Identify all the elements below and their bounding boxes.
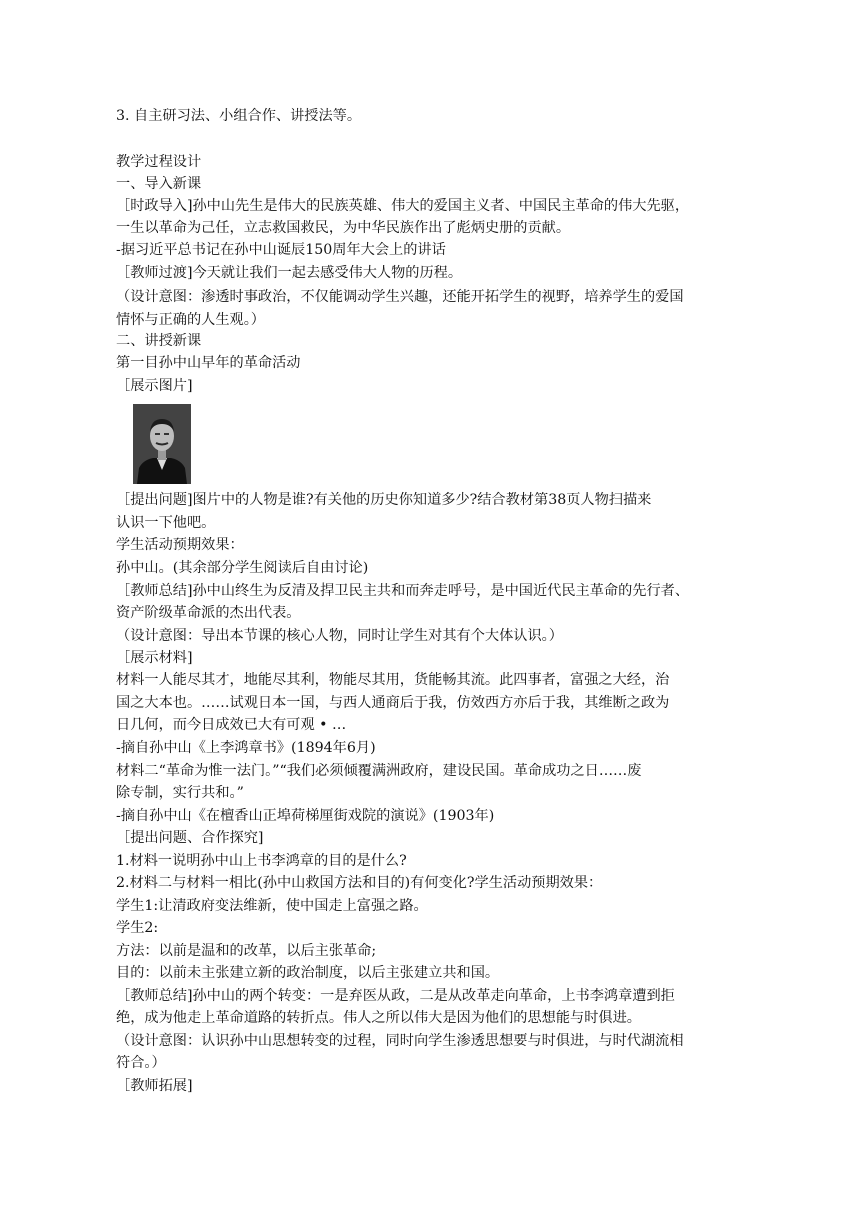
portrait-photo	[133, 404, 191, 484]
paragraph-line: 学生1:让清政府变法维新，使中国走上富强之路。	[116, 898, 428, 914]
subsection-heading: 一、导入新课	[116, 176, 202, 192]
question-line: 1.材料一说明孙中山上书李鸿章的目的是什么?	[116, 853, 407, 869]
paragraph-line: ［教师总结]孙中山终生为反清及捍卫民主共和而奔走呼号，是中国近代民主革命的先行者、	[116, 583, 690, 599]
paragraph-line: 符合。）	[116, 1055, 166, 1071]
citation-line: -据习近平总书记在孙中山诞辰150周年大会上的讲话	[116, 242, 446, 258]
paragraph-line: ［展示图片]	[116, 378, 193, 394]
paragraph-line: 资产阶级革命派的杰出代表。	[116, 605, 301, 621]
paragraph-line: （设计意图：渗透时事政治，不仅能调动学生兴趣，还能开拓学生的视野，培养学生的爱国	[116, 289, 684, 305]
paragraph-line: （设计意图：导出本节课的核心人物，同时让学生对其有个大体认识。）	[116, 628, 563, 644]
paragraph-line: ［提出问题]图片中的人物是谁?有关他的历史你知道多少?结合教材第38页人物扫描来	[116, 492, 652, 508]
portrait-image	[133, 404, 191, 484]
paragraph-line: ［展示材料]	[116, 650, 193, 666]
paragraph-line: ［提出问题、合作探究]	[116, 830, 264, 846]
paragraph-line: 方法：以前是温和的改革，以后主张革命;	[116, 943, 377, 959]
citation-line: -摘自孙中山《在檀香山正埠荷梯厘街戏院的演说》(1903年)	[116, 808, 495, 824]
subsection-heading: 二、讲授新课	[116, 333, 202, 349]
paragraph-line: 情怀与正确的人生观。）	[116, 312, 265, 328]
paragraph-line: 学生活动预期效果：	[116, 537, 244, 553]
paragraph-line: 目的：以前未主张建立新的政治制度，以后主张建立共和国。	[116, 965, 500, 981]
paragraph-line: 国之大本也。……试观日本一国，与西人通商后于我，仿效西方亦后于我，其维断之政为	[116, 695, 670, 711]
paragraph-line: ［时政导入]孙中山先生是伟大的民族英雄、伟大的爱国主义者、中国民主革命的伟大先驱，	[116, 198, 690, 214]
section-heading: 教学过程设计	[116, 154, 202, 170]
subsection-heading: 第一目孙中山早年的革命活动	[116, 355, 301, 371]
paragraph-line: 一生以革命为己任，立志救国救民，为中华民族作出了彪炳史册的贡献。	[116, 220, 571, 236]
paragraph-line: ［教师拓展]	[116, 1078, 193, 1094]
paragraph-line: 日几何，而今日成效已大有可观 • …	[116, 717, 347, 733]
paragraph-line: 认识一下他吧。	[116, 515, 216, 531]
paragraph-line: ［教师过渡]今天就让我们一起去感受伟大人物的历程。	[116, 265, 463, 281]
paragraph-line: 除专制，实行共和。”	[116, 785, 244, 801]
citation-line: -摘自孙中山《上李鸿章书》(1894年6月)	[116, 740, 376, 756]
paragraph-line: （设计意图：认识孙中山思想转变的过程，同时向学生渗透思想要与时俱进，与时代湖流相	[116, 1033, 684, 1049]
method-line: 3. 自主研习法、小组合作、讲授法等。	[116, 108, 362, 124]
paragraph-line: 材料一人能尽其才，地能尽其利，物能尽其用，货能畅其流。此四事者，富强之大经，治	[116, 672, 670, 688]
paragraph-line: 学生2:	[116, 920, 159, 936]
paragraph-line: 材料二“革命为惟一法门。”“我们必须倾覆满洲政府，建设民国。革命成功之日……废	[116, 763, 642, 779]
question-line: 2.材料二与材料一相比(孙中山救国方法和目的)有何变化?学生活动预期效果：	[116, 875, 603, 891]
paragraph-line: 绝，成为他走上革命道路的转折点。伟人之所以伟大是因为他们的思想能与时俱进。	[116, 1010, 641, 1026]
paragraph-line: ［教师总结]孙中山的两个转变：一是弃医从政，二是从改革走向革命，上书李鸿章遭到拒	[116, 988, 675, 1004]
paragraph-line: 孙中山。(其余部分学生阅读后自由讨论)	[116, 560, 369, 576]
